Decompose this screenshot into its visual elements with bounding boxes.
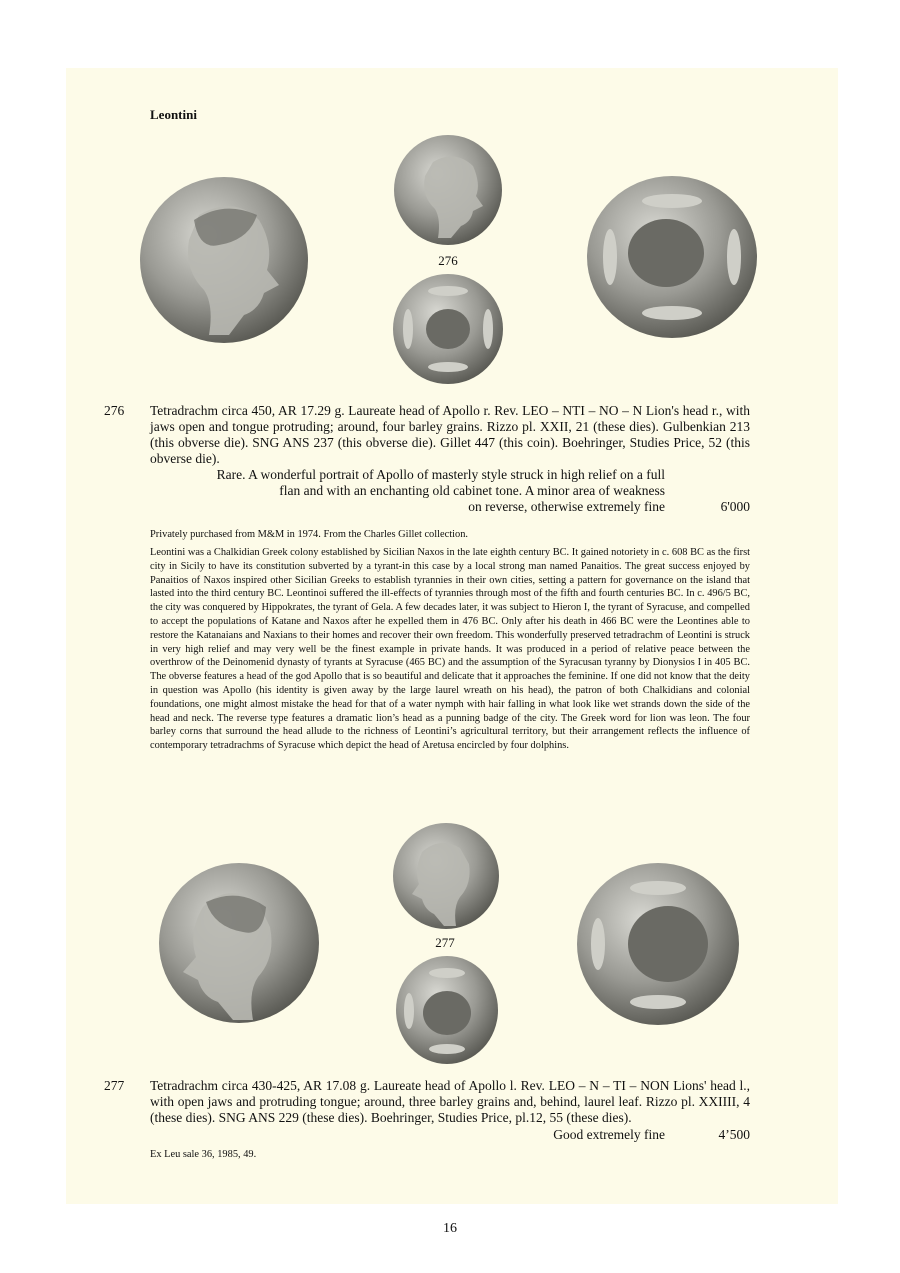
coin-277-reverse-small bbox=[395, 955, 499, 1065]
lot-277-provenance: Ex Leu sale 36, 1985, 49. bbox=[150, 1149, 257, 1160]
lot-276-number: 276 bbox=[104, 403, 125, 418]
page-number: 16 bbox=[443, 1221, 457, 1236]
lot-276-condition-line-2: flan and with an enchanting old cabinet tone. A minor area of weakness bbox=[279, 483, 665, 498]
coin-276-reverse-small bbox=[392, 273, 504, 385]
lot-277-description: Tetradrachm circa 430-425, AR 17.08 g. Laureate head of Apollo l. Rev. LEO – N – TI – NON Lions' head l., with open jaws and protruding tongue; around, three barley grains and, behind, laurel leaf. Rizzo pl. XXIIII, 4 (these dies). SNG ANS 229 (these dies). Boehringer, Studies Price, pl.12, 55 (these dies). bbox=[150, 1078, 750, 1125]
lot-277-condition: Good extremely fine bbox=[553, 1127, 665, 1142]
coin-276-obverse-large bbox=[139, 175, 309, 345]
lot-276-description: Tetradrachm circa 450, AR 17.29 g. Laureate head of Apollo r. Rev. LEO – NTI – NO – N Lion's head r., with jaws open and tongue protruding; around, four barley grains. Rizzo pl. XXII, 21 (these dies). Gulbenkian 213 (this obverse die). SNG ANS 237 (this obverse die). Gillet 447 (this coin). Boehringer, Studies Price, 52 (this obverse die). bbox=[150, 403, 750, 466]
section-title: Leontini bbox=[150, 107, 197, 122]
lot-276-condition-line-1: Rare. A wonderful portrait of Apollo of masterly style struck in high relief on a full bbox=[216, 467, 665, 482]
lot-276-price: 6'000 bbox=[720, 499, 750, 514]
lot-276-condition-line-3: on reverse, otherwise extremely fine bbox=[468, 499, 665, 514]
lot-276-provenance: Privately purchased from M&M in 1974. From the Charles Gillet collection. bbox=[150, 529, 469, 540]
coin-276-reverse-large bbox=[586, 175, 758, 339]
coin-277-obverse-large bbox=[158, 862, 320, 1024]
coin-276-label: 276 bbox=[438, 253, 458, 268]
lot-276-historical-note: Leontini was a Chalkidian Greek colony established by Sicilian Naxos in the late eighth century BC. It gained notoriety in c. 608 BC as the first city in Sicily to have its constitution subverted by a tyrant-in this case by a local strong man named Panaitios. The great success enjoyed by Panaitios of Naxos inspired other Sicilian Greeks to establish tyrannies in their own cities, setting a pattern for governance on the island that lasted into the third century BC. Leontinoi suffered the ill-effects of tyrannies through most of the fifth and fourth centuries BC. In c. 496/5 BC, the city was conquered by Hippokrates, the tyrant of Gela. A few decades later, it was subject to Hieron I, the tyrant of Syracuse, and compelled to accept the populations of Katane and Naxos after he expelled them in 476 BC. Only after his death in 466 BC were the Leontines able to restore the Katanaians and Naxians to their homes and recover their own freedom. This wonderfully preserved tetradrachm of Leontini is struck in very high relief and may very well be the finest example in private hands. It was produced in a period of relative peace between the overthrow of the Deinomenid dynasty of tyrants at Syracuse (465 BC) and the assumption of the Syracusan tyranny by Dionysios I in 405 BC. The obverse features a head of the god Apollo that is so beautiful and delicate that it approaches the feminine. If one did not know that the deity in question was Apollo (his identity is given away by the large laurel wreath on his head), the patron of both Chalkidians and colonial foundations, one might almost mistake the head for that of a water nymph with hair falling in what look like wet strands down the side of the head and neck. The reverse type features a dramatic lion’s head as a punning badge of the city. The Greek word for lion was leon. The four barley corns that surround the head allude to the richness of Leontini’s agricultural territory, but their arrangement reflects the influence of contemporary tetradrachms of Syracuse which depict the head of Aretusa encircled by four dolphins. bbox=[150, 547, 750, 752]
coin-277-reverse-large bbox=[576, 862, 740, 1026]
coin-277-obverse-small bbox=[392, 822, 500, 930]
lot-277-price: 4’500 bbox=[718, 1127, 750, 1142]
coin-277-label: 277 bbox=[435, 935, 455, 950]
coin-276-obverse-small bbox=[393, 134, 503, 246]
lot-277-number: 277 bbox=[104, 1078, 125, 1093]
